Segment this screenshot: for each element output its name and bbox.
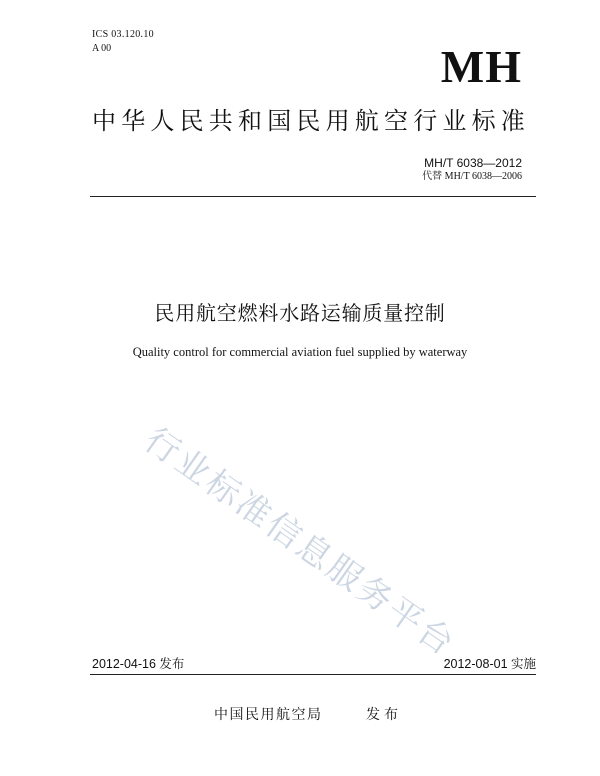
replaces-standard: 代替 MH/T 6038—2006 (422, 171, 522, 182)
document-title-en: Quality control for commercial aviation fuel supplied by waterway (132, 345, 468, 359)
issue-date: 2012-04-16 发布 (92, 657, 185, 671)
issuer-name: 中国民用航空局 (214, 707, 323, 723)
ccs-code: A 00 (92, 43, 112, 54)
watermark: 行业标准信息服务平台 (137, 420, 464, 665)
header-divider (90, 196, 536, 197)
footer-divider (90, 674, 536, 675)
document-title-zh: 民用航空燃料水路运输质量控制 (154, 301, 446, 325)
standard-category-title: 中华人民共和国民用航空行业标准 (92, 107, 530, 135)
implementation-date: 2012-08-01 实施 (443, 657, 536, 671)
mh-logo: MH (440, 41, 522, 92)
standard-number: MH/T 6038—2012 (424, 156, 522, 170)
issuer-action: 发布 (366, 707, 402, 723)
ics-code: ICS 03.120.10 (92, 29, 154, 40)
